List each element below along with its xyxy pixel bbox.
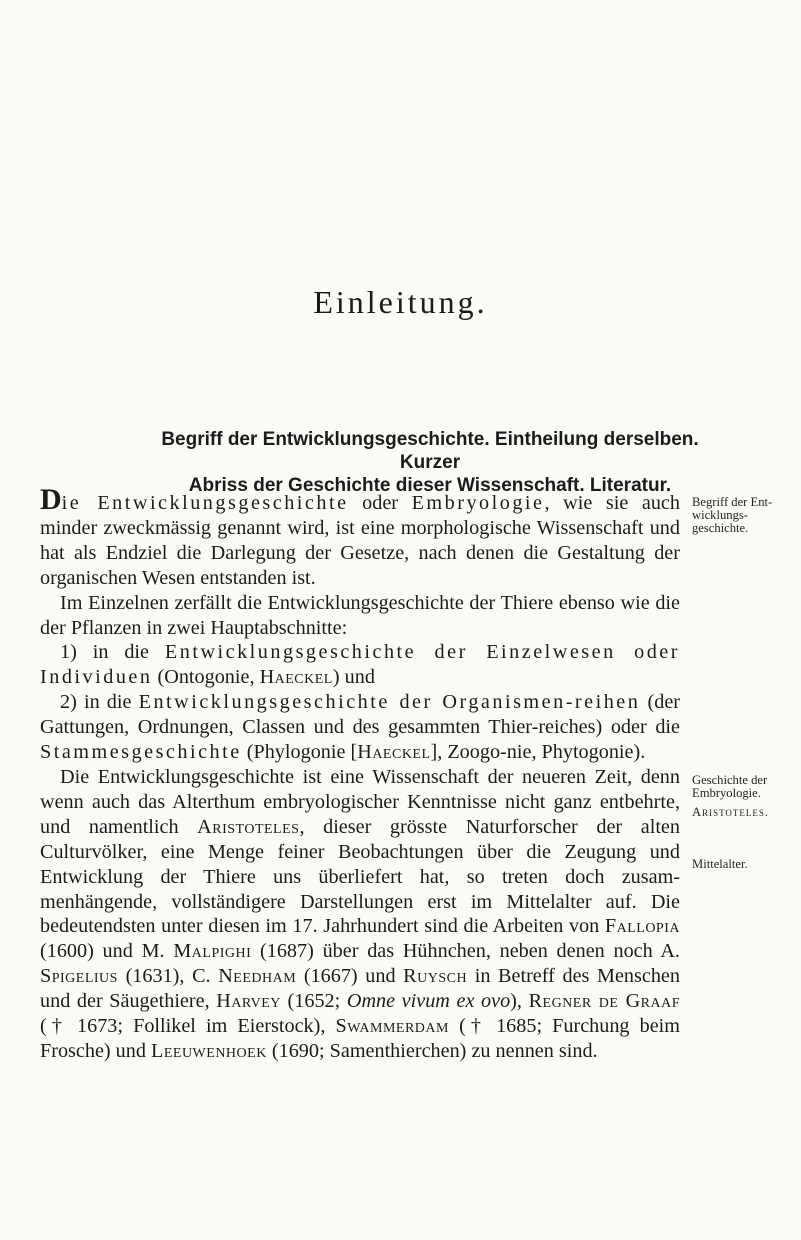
margin-note-aristoteles: Aristoteles. [692,805,770,819]
subheading-line-2: Abriss der Geschichte dieser Wissenschaft. Literatur. [188,475,672,496]
list-item-phylogeny: 2) in die Entwicklungsgeschichte der Organismen-reihen (der Gattungen, Ordnungen, Classen und des gesammten Thier-reiches) oder die Stammesgeschichte (Phylogonie [Haeckel], Zoogo-nie, Phytogonie). [40,691,680,764]
subheading-line-1: Begriff der Entwicklungsgeschichte. Eintheilung derselben. Kurzer [161,429,699,473]
drop-cap: D [40,483,62,516]
list-item-ontogeny: 1) in die Entwicklungsgeschichte der Einzelwesen oder Individuen (Ontogonie, Haeckel) und [40,641,680,689]
paragraph-division: Im Einzelnen zerfällt die Entwicklungsgeschichte der Thiere ebenso wie die der Pflanzen in zwei Hauptabschnitte: [40,591,680,639]
paragraph-definition: Die Entwicklungsgeschichte oder Embryologie, wie sie auch minder zweckmässig genannt wird, ist eine morphologische Wissenschaft und hat als Endziel die Darlegung der Gesetze, nach denen die Gestaltung der organischen Wesen entstanden ist. [40,483,680,589]
paragraph-history: Die Entwicklungsgeschichte ist eine Wissenschaft der neueren Zeit, denn wenn auch das Alterthum embryologischer Kenntnisse nicht ganz entbehrte, und namentlich Aristoteles, dieser grösste Naturforscher der alten Culturvölker, eine Menge feiner Beobachtungen über die Zeugung und Entwicklung der Thiere uns überliefert hat, so treten doch zusam-menhängende, vollständigere Darstellungen erst im Mittelalter auf. Die bedeutendsten unter diesen im 17. Jahrhundert sind die Arbeiten von Fallopia (1600) und M. Malpighi (1687) über das Hühnchen, neben denen noch A. Spigelius (1631), C. Needham (1667) und Ruysch in Betreff des Menschen und der Säugethiere, Harvey (1652; Omne vivum ex ovo), Regner de Graaf († 1673; Follikel im Eierstock), Swammerdam († 1685; Furchung beim Frosche) und Leeuwenhoek (1690; Samenthierchen) zu nennen sind. [40,765,680,1062]
chapter-title: Einleitung. [313,284,488,320]
margin-note-middle-ages: Mittelalter. [692,857,748,871]
margin-note-history: Geschichte der Embryologie. [692,773,768,800]
margin-note-definition: Begriff der Ent-wicklungs-geschichte. [692,495,773,535]
chapter-subheading [130,428,730,497]
